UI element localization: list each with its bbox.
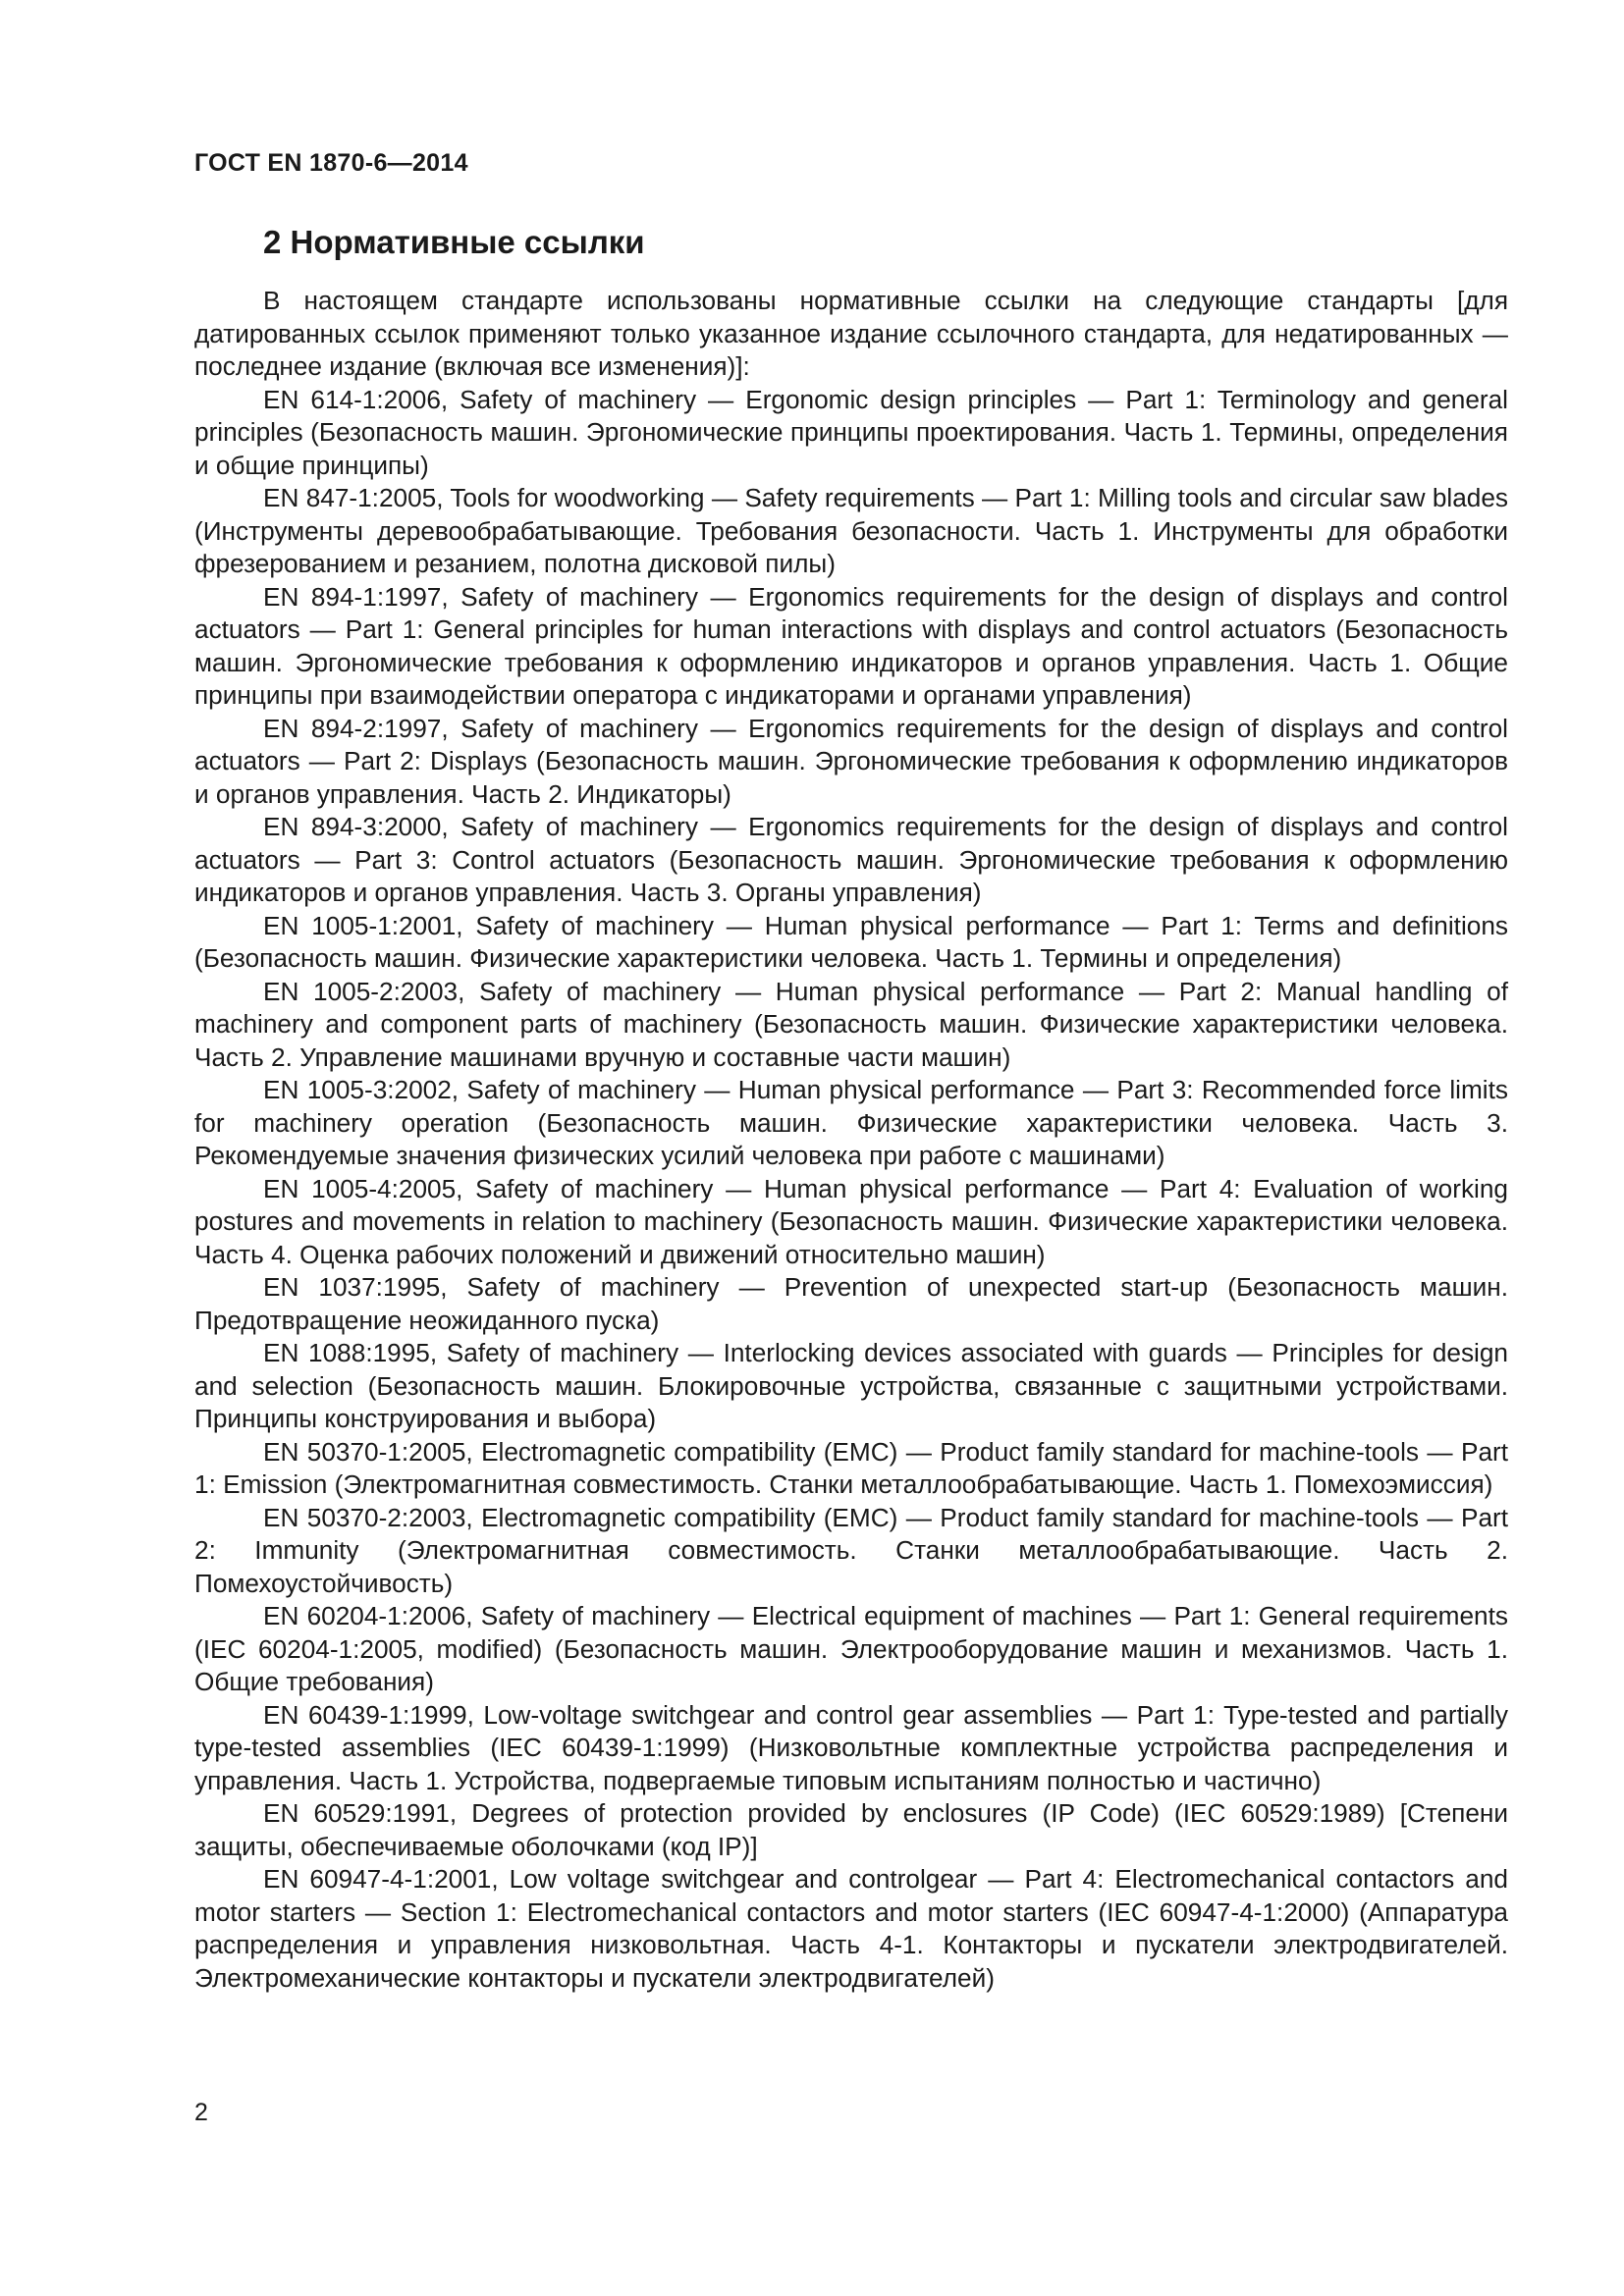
reference-item: EN 1005-1:2001, Safety of machinery — Human physical performance — Part 1: Terms and definitions (Безопасность машин. Физические характеристики человека. Часть 1. Термины и определения)	[194, 910, 1508, 973]
reference-item: EN 614-1:2006, Safety of machinery — Ergonomic design principles — Part 1: Terminology and general principles (Безопасность машин. Эргономические принципы проектирования. Часть 1. Термины, определения и общие принципы)	[194, 384, 1508, 480]
reference-item: EN 60439-1:1999, Low-voltage switchgear and control gear assemblies — Part 1: Type-tested and partially type-tested assemblies (IEC 60439-1:1999) (Низковольтные комплектные устройства распределения и управления. Часть 1. Устройства, подвергаемые типовым испытаниям полностью и частично)	[194, 1699, 1508, 1795]
reference-item: EN 1005-3:2002, Safety of machinery — Human physical performance — Part 3: Recommended force limits for machinery operation (Безопасность машин. Физические характеристики человека. Часть 3. Рекомендуемые значения физических усилий человека при работе с машинами)	[194, 1075, 1508, 1170]
section-title: 2 Нормативные ссылки	[263, 224, 645, 260]
reference-item: EN 60204-1:2006, Safety of machinery — Electrical equipment of machines — Part 1: General requirements (IEC 60204-1:2005, modified) (Безопасность машин. Электрооборудование машин и механизмов. Часть 1. Общие требования)	[194, 1601, 1508, 1696]
intro-paragraph: В настоящем стандарте использованы нормативные ссылки на следующие стандарты [для датированных ссылок применяют только указанное издание ссылочного стандарта, для недатированных — последнее издание (включая все изменения)]:	[194, 286, 1508, 381]
reference-item: EN 894-2:1997, Safety of machinery — Ergonomics requirements for the design of displays and control actuators — Part 2: Displays (Безопасность машин. Эргономические требования к оформлению индикаторов и органов управления. Часть 2. Индикаторы)	[194, 713, 1508, 809]
reference-item: EN 50370-2:2003, Electromagnetic compatibility (EMC) — Product family standard for machine-tools — Part 2: Immunity (Электромагнитная совместимость. Станки металлообрабатывающие. Часть 2. Помехоустойчивость)	[194, 1502, 1508, 1598]
reference-item: EN 1005-4:2005, Safety of machinery — Human physical performance — Part 4: Evaluation of working postures and movements in relation to machinery (Безопасность машин. Физические характеристики человека. Часть 4. Оценка рабочих положений и движений относительно машин)	[194, 1173, 1508, 1269]
reference-item: EN 1005-2:2003, Safety of machinery — Human physical performance — Part 2: Manual handling of machinery and component parts of machinery (Безопасность машин. Физические характеристики человека. Часть 2. Управление машинами вручную и составные части машин)	[194, 976, 1508, 1072]
document-header: ГОСТ EN 1870-6—2014	[194, 149, 468, 177]
page-number: 2	[194, 2099, 208, 2126]
reference-item: EN 1037:1995, Safety of machinery — Prevention of unexpected start-up (Безопасность машин. Предотвращение неожиданного пуска)	[194, 1272, 1508, 1335]
reference-item: EN 847-1:2005, Tools for woodworking — Safety requirements — Part 1: Milling tools and circular saw blades (Инструменты деревообрабатывающие. Требования безопасности. Часть 1. Инструменты для обработки фрезерованием и резанием, полотна дисковой пилы)	[194, 483, 1508, 578]
reference-item: EN 60947-4-1:2001, Low voltage switchgear and controlgear — Part 4: Electromechanical contactors and motor starters — Section 1: Electromechanical contactors and motor starters (IEC 60947-4-1:2000) (Аппаратура распределения и управления низковольтная. Часть 4-1. Контакторы и пускатели электродвигателей. Электромеханические контакторы и пускатели электродвигателей)	[194, 1864, 1508, 1993]
reference-item: EN 894-3:2000, Safety of machinery — Ergonomics requirements for the design of displays and control actuators — Part 3: Control actuators (Безопасность машин. Эргономические требования к оформлению индикаторов и органов управления. Часть 3. Органы управления)	[194, 812, 1508, 907]
reference-item: EN 50370-1:2005, Electromagnetic compatibility (EMC) — Product family standard for machine-tools — Part 1: Emission (Электромагнитная совместимость. Станки металлообрабатывающие. Часть 1. Помехоэмиссия)	[194, 1436, 1508, 1499]
section-body	[194, 285, 1508, 1995]
reference-item: EN 1088:1995, Safety of machinery — Interlocking devices associated with guards — Principles for design and selection (Безопасность машин. Блокировочные устройства, связанные с защитными устройствами. Принципы конструирования и выбора)	[194, 1338, 1508, 1433]
reference-item: EN 60529:1991, Degrees of protection provided by enclosures (IP Code) (IEC 60529:1989) [Степени защиты, обеспечиваемые оболочками (код IP)]	[194, 1798, 1508, 1861]
reference-item: EN 894-1:1997, Safety of machinery — Ergonomics requirements for the design of displays and control actuators — Part 1: General principles for human interactions with displays and control actuators (Безопасность машин. Эргономические требования к оформлению индикаторов и органов управления. Часть 1. Общие принципы при взаимодействии оператора с индикаторами и органами управления)	[194, 581, 1508, 710]
